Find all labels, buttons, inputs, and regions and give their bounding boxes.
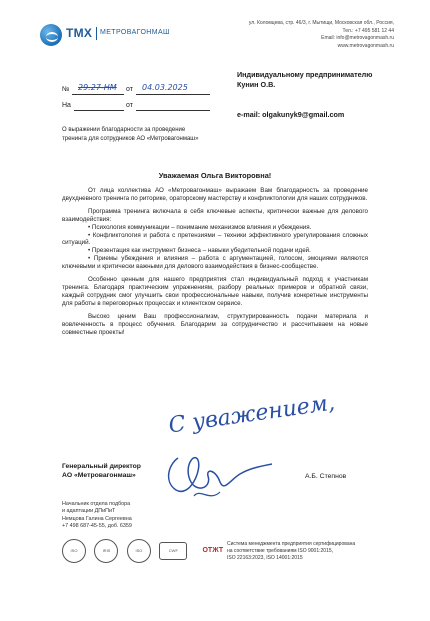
paragraph: От лица коллектива АО «Метровагонмаш» выражаем Вам благодарность за проведение двухдневного тренинга по риторике, ораторскому мастерству и конфликтологии для наших сотрудников. [62, 187, 368, 202]
address-website: www.metrovagonmash.ru [337, 43, 394, 50]
certification-badges [62, 539, 234, 565]
logo-main-text: ТМХ [66, 26, 93, 40]
signer-title [62, 462, 141, 480]
reg-from-label: от [126, 86, 133, 93]
reg-no-label: № [62, 86, 70, 93]
certification-line: ISO 22163:2023, ISO 14001:2015 [227, 555, 303, 561]
bullet-item: • Презентация как инструмент бизнеса – навыки убедительной подачи идей. [88, 247, 311, 255]
contact-line: Немцова Галина Сергеевна [62, 515, 132, 522]
signature-scribble [150, 440, 280, 510]
paragraph: Высоко ценим Ваш профессионализм, структурированность подачи материала и вовлеченность в процесс обучения. Благодарим за сотрудничество и рассчитываем на новые совместные проекты! [62, 312, 368, 336]
certification-line: на соответствие требованиям ISO 9001:2015, [227, 548, 334, 554]
bullet-item: • Конфликтология и работа с претензиями – техники эффективного урегулирования сложных ситуаций. [62, 231, 368, 247]
contact-phone: +7 498 687-45-55, доб. 6359 [62, 522, 132, 529]
certification-line: Система менеджмента предприятия сертифицирована [227, 541, 356, 547]
logo-divider [96, 27, 97, 40]
signer-title-line: АО «Метровагонмаш» [62, 472, 136, 479]
certification-note [227, 541, 355, 562]
ref-number-line [74, 102, 124, 111]
handwritten-closing: С уважением, [167, 390, 337, 439]
address-email: Email: info@metrovagonmash.ru [321, 35, 394, 42]
otzht-badge-icon: ОТЖТ [202, 547, 224, 554]
address-line: ул. Коломцева, стр. 46/3, г. Мытищи, Московская обл., Россия, [248, 20, 394, 26]
contact-line: и адаптации ДПиПиТ [62, 508, 116, 515]
reg-date-handwritten: 04.03.2025 [142, 83, 188, 92]
address-phone: Тел.: +7 495 581 12 44 [342, 27, 394, 34]
contact-block [62, 501, 132, 530]
recipient-email: e-mail: olgakunyk9@gmail.com [237, 110, 345, 119]
bullet-item: • Психология коммуникации – понимание механизмов влияния и убеждения. [88, 223, 312, 231]
company-address [249, 20, 394, 51]
letter-greeting: Уважаемая Ольга Викторовна! [158, 171, 272, 180]
iso-badge-icon: ISO [127, 539, 151, 563]
recipient-title: Индивидуальному предпринимателю [237, 70, 373, 79]
iso-badge-icon: ISO [62, 539, 86, 563]
letter-body [62, 187, 368, 336]
signer-title-line: Генеральный директор [62, 463, 141, 470]
ref-label: На [62, 102, 71, 109]
ref-date-line [136, 102, 210, 111]
recipient-name: Кунин О.В. [237, 80, 276, 89]
letter-subject [62, 126, 198, 143]
recipient-block [237, 70, 372, 90]
contact-line: Начальник отдела подбора [62, 501, 131, 507]
paragraph: Программа тренинга включала в себя ключевые аспекты, критически важные для делового взаимодействия: [62, 207, 368, 223]
paragraph: Особенно ценным для нашего предприятия стал индивидуальный подход к участникам тренинга. Благодаря практическим упражнениям, разбору реальных примеров и обратной связи, каждый сотрудник смог улучшить свои профессиональные навыки, получив конкретные инструменты для работы в переговорных процессах и клиентском сервисе. [62, 276, 368, 307]
logo-sub-text: МЕТРОВАГОНМАШ [100, 29, 170, 36]
cwf-badge-icon: CWF [159, 542, 187, 560]
subject-line: О выражении благодарности за проведение [62, 127, 186, 133]
bullet-item: • Приемы убеждения и влияния – работа с аргументацией, голосом, эмоциями являются ключевыми и критически важными для делового взаимодействия в бизнес-сообществе. [62, 255, 368, 271]
iris-badge-icon: IRIS [94, 539, 118, 563]
signer-name: А.Б. Степнов [305, 473, 347, 480]
subject-line: тренинга для сотрудников АО «Метровагонмаш» [62, 135, 199, 142]
company-logo-icon [40, 24, 62, 46]
reg-number-handwritten: 29.27-НМ [78, 83, 117, 92]
ref-from-label: от [126, 102, 133, 109]
